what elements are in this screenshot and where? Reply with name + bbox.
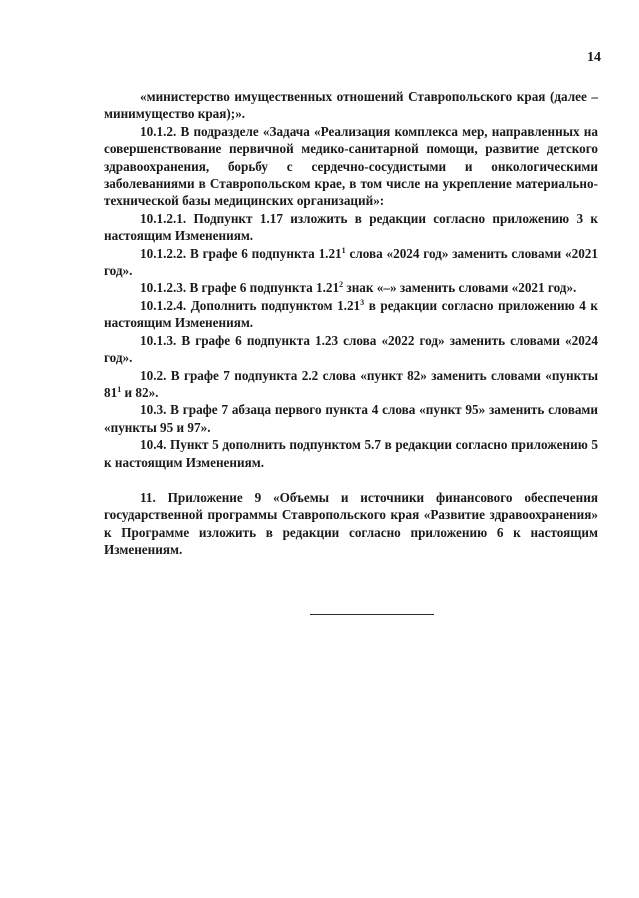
paragraph-10-4: 10.4. Пункт 5 дополнить подпунктом 5.7 в редакции согласно приложению 5 к настоящим Изменениям. <box>104 437 598 470</box>
page-number: 14 <box>587 50 601 65</box>
paragraph-ministry-definition: «министерство имущественных отношений Ставропольского края (далее – минимущество края);». <box>104 89 598 122</box>
paragraph-10-1-2-1: 10.1.2.1. Подпункт 1.17 изложить в редакции согласно приложению 3 к настоящим Изменениям. <box>104 210 598 244</box>
paragraph-10-1-2: 10.1.2. В подразделе «Задача «Реализация комплекса мер, направленных на совершенствование первичной медико-санитарной помощи, развитие детского здравоохранения, борьбу с сердечно-сосудистыми и онкологическими заболеваниями в Ставропольском крае, в том числе на укрепление материально-технической базы медицинских организаций»: <box>104 123 598 209</box>
end-divider-line <box>310 614 434 615</box>
paragraph-10-1-2-3 <box>104 279 598 296</box>
paragraph-text: 10.1.2.4. Дополнить подпунктом 1.21 <box>140 297 361 313</box>
paragraph-text: в редакции согласно приложению 4 к настоящим Изменениям. <box>104 297 599 331</box>
paragraph-11: 11. Приложение 9 «Объемы и источники финансового обеспечения государственной программы Ставропольского края «Развитие здравоохранения» к Программе изложить в редакции согласно приложению 6 к настоящим Изменениям. <box>104 489 598 558</box>
superscript: 3 <box>360 297 365 307</box>
paragraph-gap <box>104 471 598 489</box>
paragraph-10-2 <box>104 367 598 402</box>
paragraph-text: 10.1.2.3. В графе 6 подпункта 1.21 <box>140 280 340 296</box>
paragraph-text: и 82». <box>121 384 159 400</box>
paragraph-10-1-2-2 <box>104 245 598 280</box>
paragraph-10-1-2-4 <box>104 297 598 332</box>
paragraph-10-1-3: 10.1.3. В графе 6 подпункта 1.23 слова «2022 год» заменить словами «2024 год». <box>104 332 598 366</box>
paragraph-text: слова «2024 год» заменить словами «2021 год». <box>104 245 598 279</box>
paragraph-text: 10.2. В графе 7 подпункта 2.2 слова «пункт 82» заменить словами «пункты 81 <box>104 367 598 400</box>
superscript: 2 <box>339 280 344 290</box>
superscript: 1 <box>117 384 122 394</box>
paragraph-10-3: 10.3. В графе 7 абзаца первого пункта 4 слова «пункт 95» заменить словами «пункты 95 и 97». <box>104 402 598 435</box>
document-body <box>104 88 598 559</box>
superscript: 1 <box>341 245 346 255</box>
paragraph-text: знак «–» заменить словами «2021 год». <box>343 280 577 296</box>
paragraph-text: 10.1.2.2. В графе 6 подпункта 1.21 <box>140 245 342 261</box>
